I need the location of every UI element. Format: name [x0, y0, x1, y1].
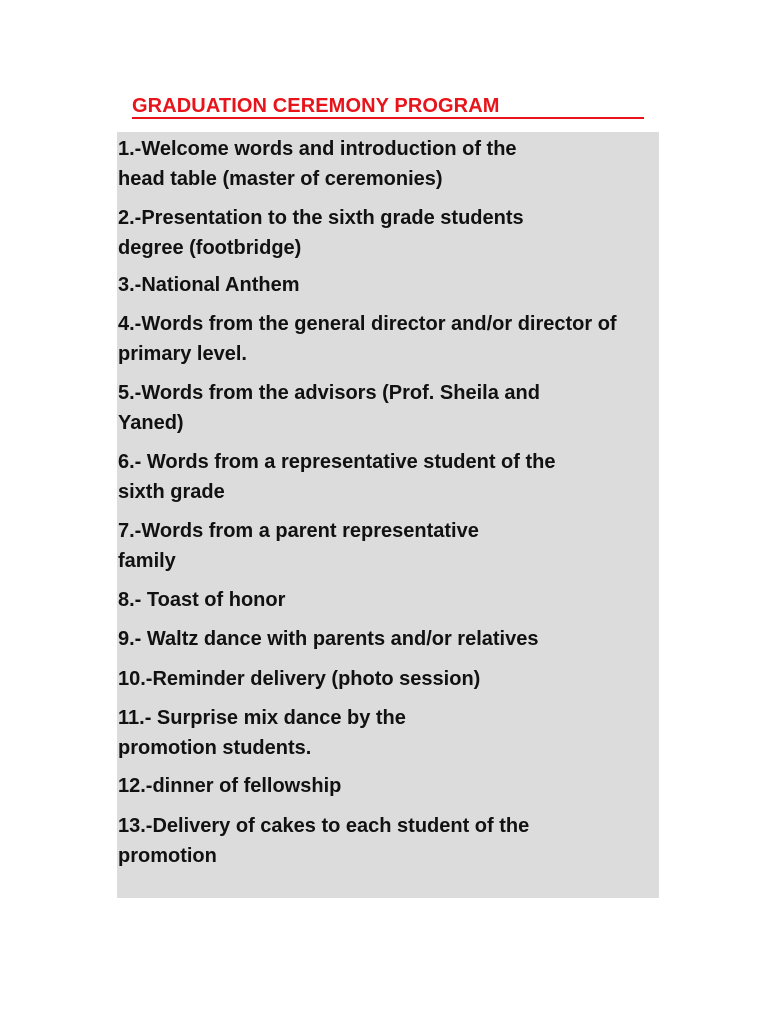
program-title-text: GRADUATION CEREMONY PROGRAM	[132, 95, 500, 117]
program-item: 1.-Welcome words and introduction of the head table (master of ceremonies)	[118, 138, 517, 190]
program-item: 9.- Waltz dance with parents and/or relatives	[118, 628, 539, 650]
program-item: 3.-National Anthem	[118, 274, 300, 296]
program-item: 12.-dinner of fellowship	[118, 775, 342, 797]
program-item: 7.-Words from a parent representative family	[118, 520, 479, 572]
program-item: 5.-Words from the advisors (Prof. Sheila and Yaned)	[118, 382, 540, 434]
program-item: 10.-Reminder delivery (photo session)	[118, 668, 481, 690]
program-item: 11.- Surprise mix dance by the promotion students.	[118, 707, 406, 759]
program-item: 2.-Presentation to the sixth grade students degree (footbridge)	[118, 207, 524, 259]
program-item: 8.- Toast of honor	[118, 589, 286, 611]
program-item: 4.-Words from the general director and/or director of primary level.	[118, 313, 617, 365]
program-title	[132, 95, 644, 119]
program-item: 6.- Words from a representative student of the sixth grade	[118, 451, 556, 503]
program-item: 13.-Delivery of cakes to each student of the promotion	[118, 815, 530, 867]
